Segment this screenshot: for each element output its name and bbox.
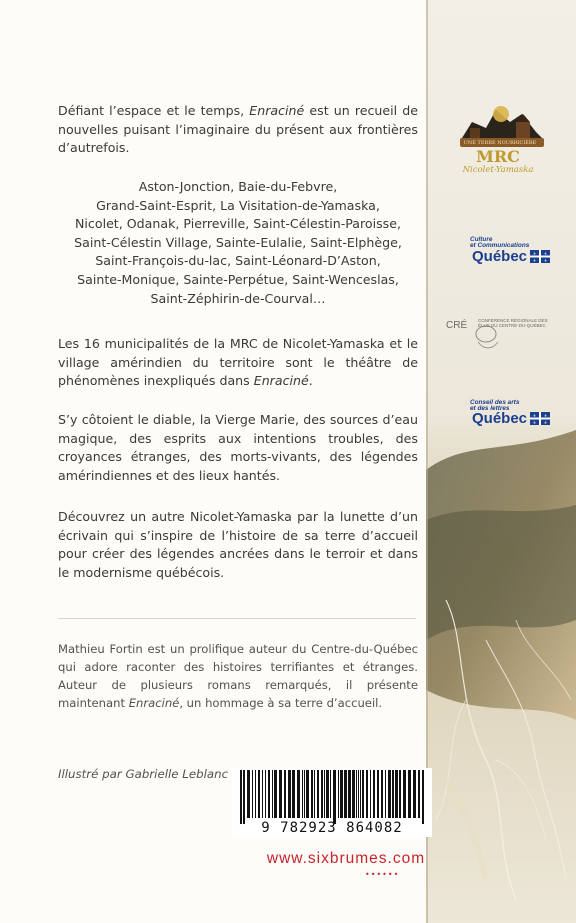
barcode-bar [258, 770, 260, 818]
calq-line1: Conseil des arts [470, 399, 520, 406]
barcode-bar [395, 770, 398, 818]
barcode-bar [385, 770, 386, 818]
section-divider [58, 618, 416, 619]
barcode-bar [284, 770, 286, 818]
barcode-bar [279, 770, 282, 818]
culture-quebec-line2: et Communications [470, 242, 530, 249]
barcode-bar [326, 770, 329, 818]
cre-name: CRÉ [446, 320, 468, 331]
barcode-bar [352, 770, 355, 818]
barcode-bar [330, 770, 331, 818]
mrc-paragraph: Les 16 municipalités de la MRC de Nicolet-Yamaska et le village amérindien du territoire sont le théâtre de phénomènes inexpliqués dans Enraciné. [58, 336, 418, 388]
barcode-bar [306, 770, 309, 818]
municipalities-line: Sainte-Monique, Sainte-Perpétue, Saint-Wenceslas, [77, 271, 399, 287]
calq-quebec-word: Québec [472, 410, 528, 427]
barcode-bar [340, 770, 343, 818]
calq-line2: et des lettres [470, 405, 510, 412]
creatures-paragraph: S’y côtoient le diable, la Vierge Marie, des sources d’eau magique, des esprits aux intentions troubles, des croyances étranges, des morts-vivants, des légendes amérindiennes et des lieux hantés. [58, 412, 418, 483]
website-dots: •••••• [365, 870, 400, 879]
svg-text:⚜: ⚜ [543, 413, 548, 418]
barcode-bar [268, 770, 270, 818]
barcode-bar [304, 770, 305, 818]
barcode-bar [366, 770, 368, 818]
barcode-bar [333, 770, 336, 824]
culture-quebec-line1: Culture [470, 236, 493, 243]
barcode-bar [255, 770, 256, 818]
municipalities-line: Saint-François-du-lac, Saint-Léonard-D’Aston, [95, 253, 381, 269]
barcode-bar [274, 770, 277, 818]
barcode-bar [408, 770, 411, 818]
barcode-bar [348, 770, 351, 818]
svg-text:⚜: ⚜ [543, 258, 548, 263]
svg-text:⚜: ⚜ [543, 251, 548, 256]
municipalities-line: Saint-Célestin Village, Sainte-Eulalie, Saint-Elphège, [74, 234, 402, 250]
barcode-bar [247, 770, 250, 818]
svg-text:⚜: ⚜ [532, 251, 537, 256]
culture-quebec-word: Québec [472, 248, 528, 265]
barcode-bar [324, 770, 325, 818]
barcode-bar [265, 770, 266, 818]
isbn-number: 9 782923 864082 [261, 820, 403, 836]
quebec-flag-icon [530, 250, 550, 263]
barcode-bar [422, 770, 424, 824]
publisher-website[interactable]: www.sixbrumes.com [266, 850, 426, 867]
mrc-subtitle: Nicolet-Yamaska [462, 165, 534, 175]
barcode-bar [413, 770, 416, 818]
barcode-bar [377, 770, 379, 818]
mrc-banner: UNE TERRE NOURRICIÈRE [463, 140, 537, 146]
barcode-bar [418, 770, 420, 818]
barcode-bar [288, 770, 291, 818]
discover-paragraph: Découvrez un autre Nicolet-Yamaska par la lunette d’un écrivain qui s’inspire de l’histoire de sa terre d’accueil pour créer des légendes ancrées dans le terroir et dans le modernisme québécois. [58, 509, 418, 580]
svg-text:⚜: ⚜ [532, 420, 537, 425]
barcode-bar [317, 770, 319, 818]
quebec-flag-icon [530, 412, 550, 425]
intro-paragraph: Défiant l’espace et le temps, Enraciné est un recueil de nouvelles puisant l’imaginaire du présent aux frontières d’autrefois. [58, 103, 418, 155]
mrc-name: MRC [476, 147, 520, 166]
barcode-bar [362, 770, 364, 818]
barcode-bar [252, 770, 253, 818]
barcode-bar [370, 770, 371, 818]
cre-description: CONFÉRENCE RÉGIONALE DES ÉLUS DU CENTRE-DU-QUÉBEC [478, 318, 548, 328]
barcode-bar [292, 770, 295, 818]
barcode-bar [360, 770, 361, 818]
barcode-bar [272, 770, 273, 818]
barcode-bar [297, 770, 300, 818]
municipalities-line: Aston-Jonction, Baie-du-Febvre, [138, 179, 338, 194]
svg-text:⚜: ⚜ [543, 420, 548, 425]
barcode-bar [403, 770, 406, 818]
author-bio: Mathieu Fortin est un prolifique auteur du Centre-du-Québec qui adore raconter des histoires terrifiantes et étranges. Auteur de plusieurs romans remarqués, il présente maintenant Enraciné, un hommage à sa terre d’accueil. [58, 642, 418, 710]
barcode-bar [358, 770, 359, 818]
barcode-bar [392, 770, 394, 818]
barcode-bar [243, 770, 245, 824]
municipalities-list [58, 178, 418, 308]
barcode-bar [321, 770, 323, 818]
barcode-bar [344, 770, 347, 818]
barcode-bar [399, 770, 401, 818]
municipalities-line: Saint-Zéphirin-de-Courval… [150, 290, 326, 306]
barcode-bar [338, 770, 339, 818]
isbn-barcode [232, 768, 432, 837]
barcode-bar [388, 770, 391, 818]
barcode-bars [238, 770, 426, 824]
barcode-bar [240, 770, 242, 824]
barcode-bar [381, 770, 383, 818]
svg-text:⚜: ⚜ [532, 258, 537, 263]
barcode-bar [302, 770, 303, 818]
municipalities-line: Nicolet, Odanak, Pierreville, Saint-Célestin-Paroisse, [75, 216, 401, 232]
barcode-bar [262, 770, 263, 818]
municipalities-line: Grand-Saint-Esprit, La Visitation-de-Yamaska, [96, 197, 380, 213]
illustrator-credit: Illustré par Gabrielle Leblanc [58, 767, 229, 781]
barcode-bar [373, 770, 375, 818]
barcode-bar [356, 770, 357, 818]
barcode-bar [311, 770, 313, 818]
svg-text:⚜: ⚜ [532, 413, 537, 418]
barcode-bar [314, 770, 315, 818]
